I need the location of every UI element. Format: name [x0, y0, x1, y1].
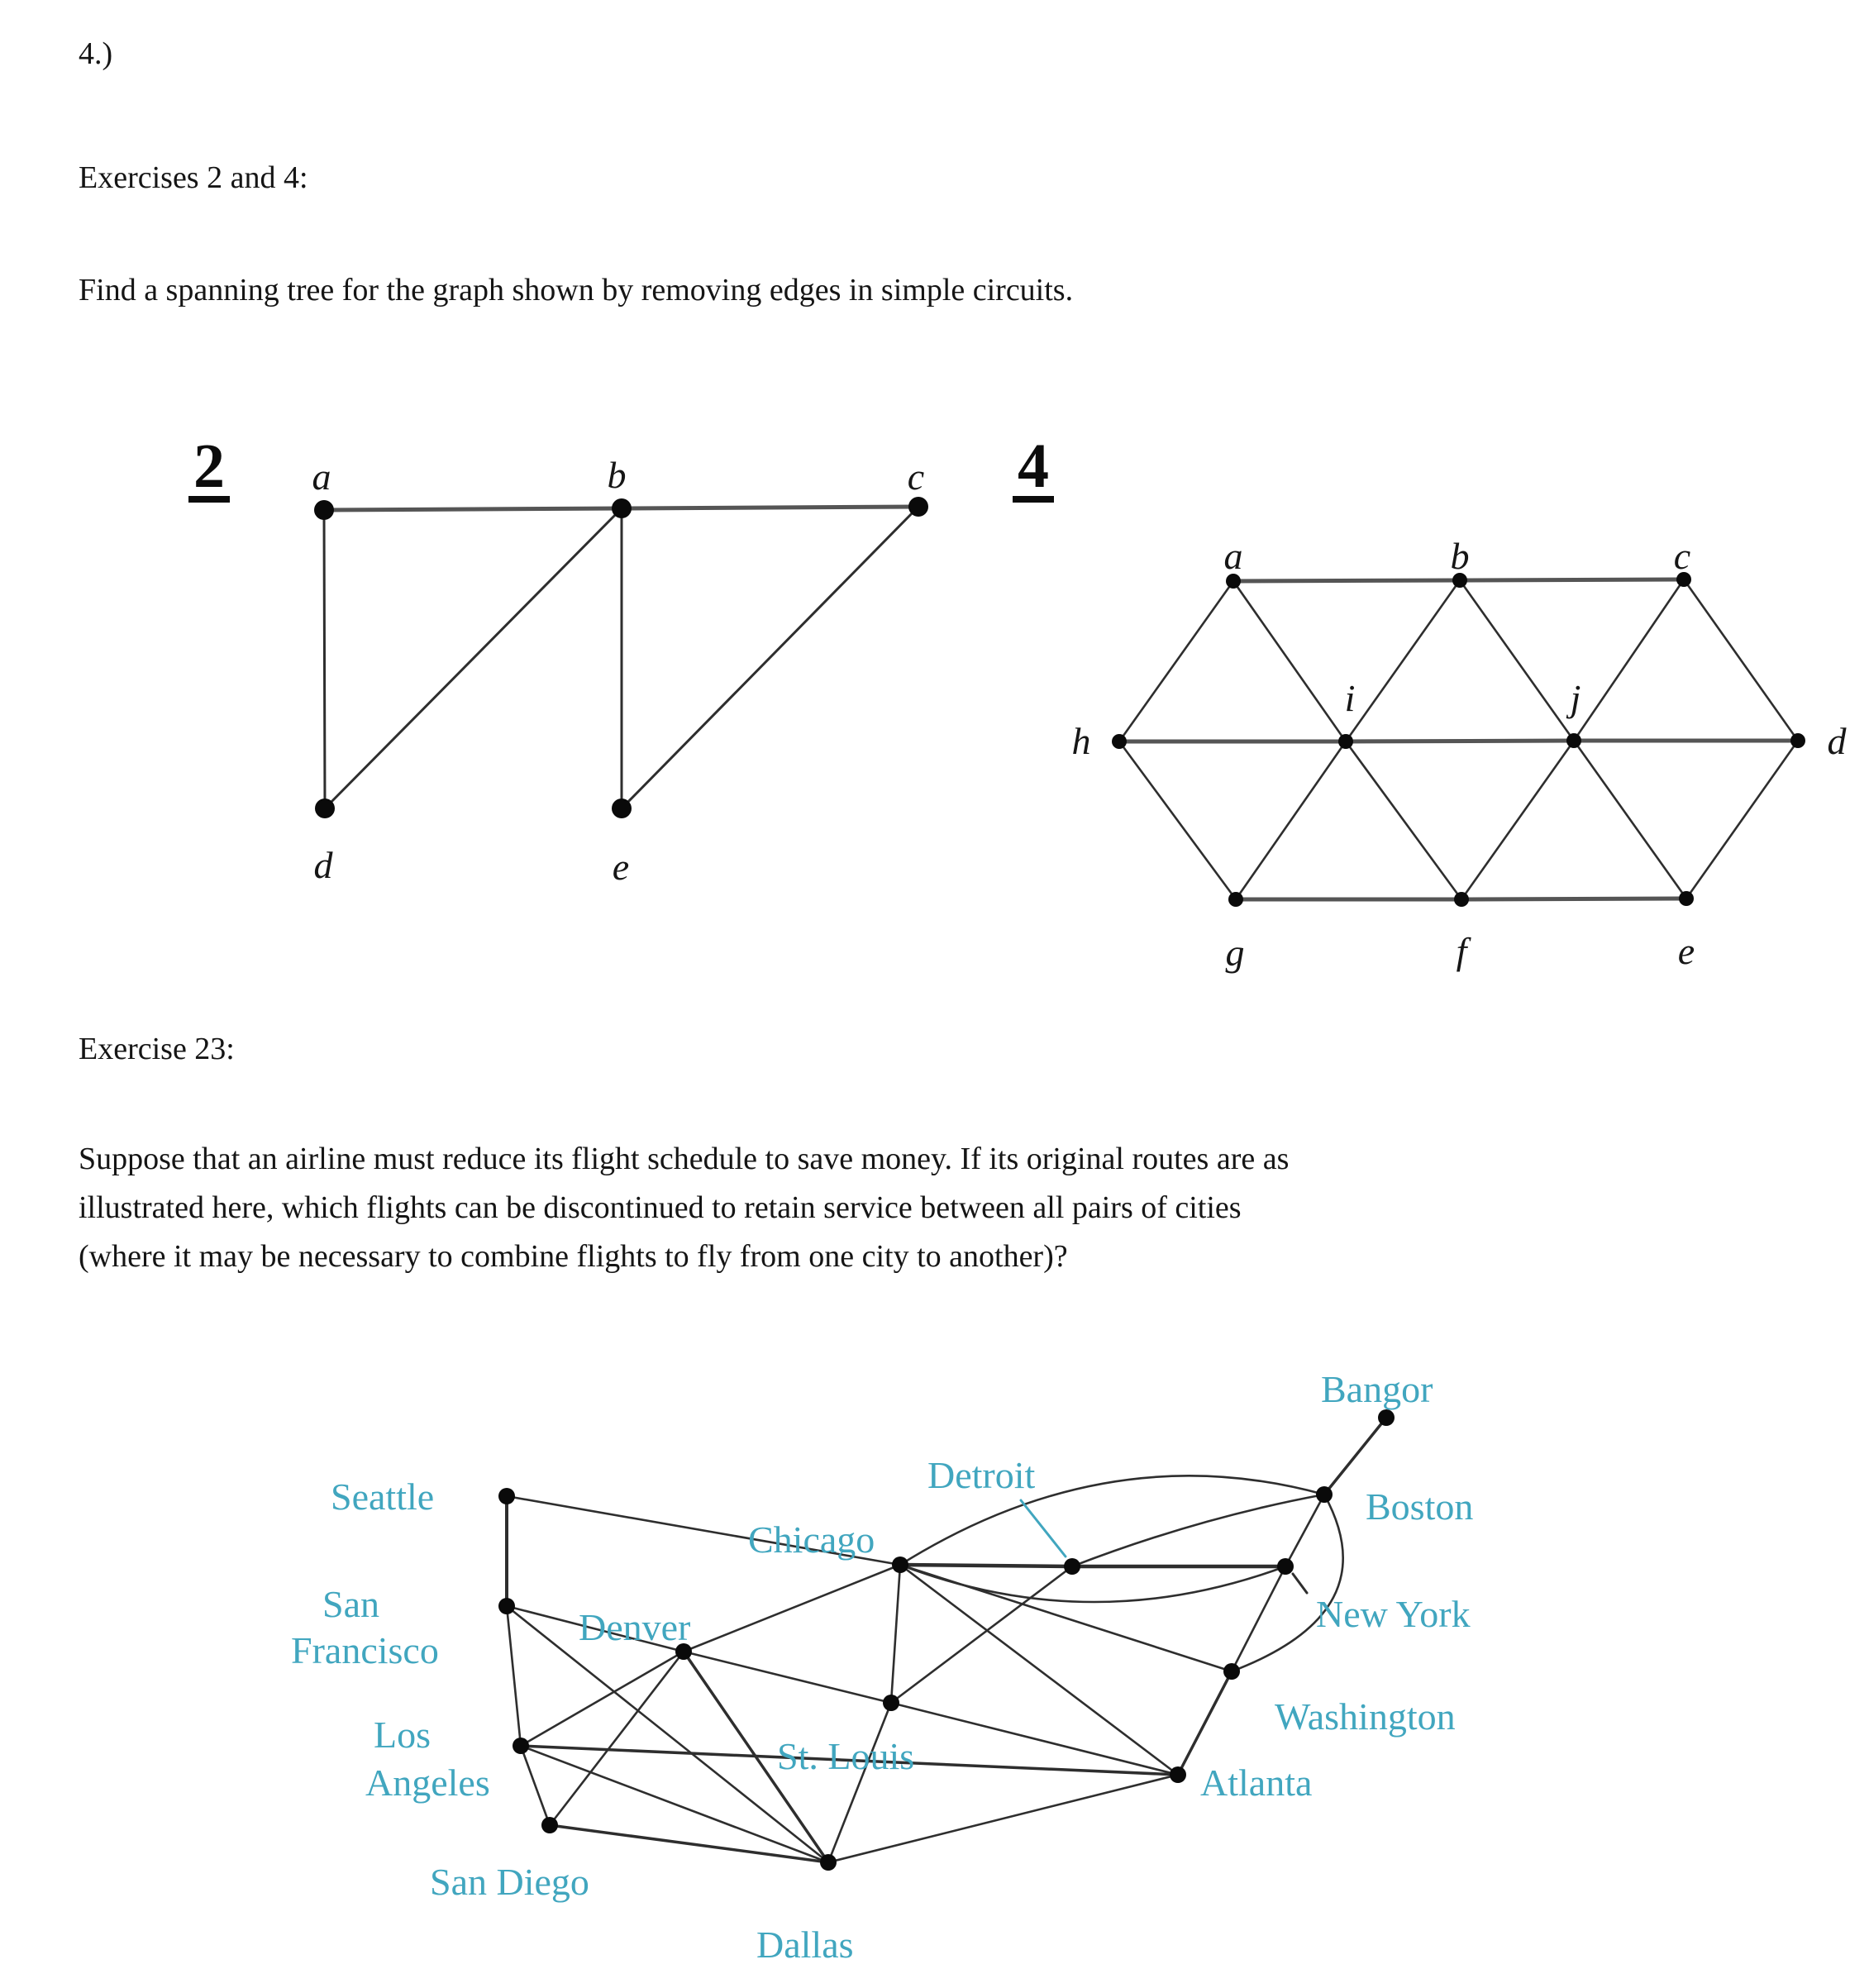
figure2-node-d: [315, 799, 335, 818]
figure4-label-d: d: [1827, 720, 1847, 762]
exercise23-paragraph: [79, 1141, 1289, 1287]
figure4-label-j: j: [1570, 677, 1581, 719]
city-node-detroit: [1064, 1558, 1080, 1575]
figure4-edge-h-g: [1119, 741, 1236, 899]
city-node-los_angeles: [513, 1738, 529, 1754]
city-label-denver: Denver: [579, 1606, 691, 1648]
figure4-label-e: e: [1677, 930, 1695, 972]
city-label-boston: Boston: [1366, 1485, 1474, 1528]
figure2-edge-c-e: [622, 507, 918, 808]
city-edge-chicago-atlanta: [900, 1565, 1178, 1775]
figure4-label-i: i: [1344, 677, 1356, 719]
city-label-st_louis: St. Louis: [777, 1735, 915, 1777]
figure4-edge-a-b: [1233, 580, 1460, 581]
city-node-bangor: [1378, 1409, 1395, 1426]
figure4-node-h: [1112, 734, 1127, 749]
exercise23-line: Suppose that an airline must reduce its flight schedule to save money. If its original routes are as: [79, 1142, 1290, 1176]
figure4-edge-i-f: [1346, 741, 1461, 899]
city-label-los_angeles: Los: [374, 1714, 431, 1756]
figure2-node-a: [314, 500, 334, 520]
figure4-edge-c-d: [1684, 579, 1798, 741]
city-edge-st_louis-dallas: [828, 1703, 891, 1862]
figure4-label-a: a: [1223, 535, 1243, 577]
figure2-label-e: e: [612, 846, 630, 888]
figure4-edge-c-j: [1574, 579, 1684, 741]
item-number: 4.): [79, 36, 113, 71]
city-label-detroit: Detroit: [927, 1454, 1036, 1496]
city-edge-chicago-detroit: [900, 1565, 1072, 1566]
figure2-node-c: [908, 497, 928, 517]
city-node-seattle: [498, 1488, 515, 1504]
city-node-new_york: [1277, 1558, 1294, 1575]
city-node-boston: [1316, 1486, 1333, 1503]
city-node-washington: [1223, 1663, 1240, 1680]
city-label-san_francisco: Francisco: [291, 1629, 439, 1671]
city-edge-detroit-boston: [1072, 1495, 1324, 1566]
city-node-chicago: [892, 1557, 908, 1573]
figure4-label-h: h: [1071, 720, 1091, 762]
city-node-san_diego: [541, 1817, 558, 1833]
city-label-new_york: New York: [1316, 1593, 1471, 1635]
figure2-number-label: 2: [188, 436, 230, 503]
city-edge-detroit-st_louis: [891, 1566, 1072, 1703]
figure4-edge-f-j: [1461, 741, 1574, 899]
city-label-chicago: Chicago: [748, 1518, 875, 1561]
city-label-san_diego: San Diego: [430, 1861, 589, 1903]
figure4-number-label: 4: [1013, 436, 1054, 503]
figure4-edge-g-i: [1236, 741, 1346, 899]
instruction-text: Find a spanning tree for the graph shown by removing edges in simple circuits.: [79, 273, 1074, 307]
city-edge-chicago-new_york: [900, 1565, 1285, 1602]
city-edge-san_diego-dallas: [550, 1825, 828, 1862]
new-york-label-tick: [1293, 1574, 1307, 1593]
city-edge-new_york-boston: [1285, 1495, 1324, 1566]
figure2-label-c: c: [907, 455, 925, 498]
figure4-edge-a-h: [1119, 581, 1233, 741]
city-label-san_francisco: San: [322, 1583, 379, 1625]
figure4-edge-b-i: [1346, 580, 1460, 741]
exercises-heading: Exercises 2 and 4:: [79, 160, 308, 195]
figure4-label-c: c: [1673, 535, 1691, 577]
city-node-dallas: [820, 1854, 837, 1871]
figure2-edge-a-d: [324, 510, 325, 808]
figure4-edge-j-e: [1574, 741, 1686, 899]
city-edge-denver-chicago: [684, 1565, 900, 1652]
exercise23-line: illustrated here, which flights can be discontinued to retain service between all pairs of cities: [79, 1190, 1242, 1225]
figure4-edge-b-j: [1460, 580, 1574, 741]
city-edge-san_francisco-los_angeles: [507, 1606, 521, 1746]
figure4-edge-a-i: [1233, 581, 1346, 741]
city-edge-boston-bangor: [1324, 1418, 1386, 1495]
city-edge-chicago-st_louis: [891, 1565, 900, 1703]
figure4-node-i: [1338, 734, 1353, 749]
figure4-edge-e-d: [1686, 741, 1798, 899]
exercise23-heading: Exercise 23:: [79, 1032, 235, 1066]
city-label-seattle: Seattle: [331, 1476, 435, 1518]
figure2-edge-b-d: [325, 508, 622, 808]
city-node-atlanta: [1170, 1766, 1186, 1783]
figure2-edge-a-b: [324, 508, 622, 510]
figure4-edge-b-c: [1460, 579, 1684, 580]
figure2-node-b: [612, 498, 632, 518]
figure2-label-b: b: [607, 454, 627, 496]
city-edge-dallas-atlanta: [828, 1775, 1178, 1862]
figure2-label-a: a: [312, 455, 331, 498]
city-edge-los_angeles-san_diego: [521, 1746, 550, 1825]
city-label-los_angeles: Angeles: [365, 1762, 490, 1804]
city-label-dallas: Dallas: [756, 1924, 854, 1966]
figure4-node-e: [1679, 891, 1694, 906]
figure4-label-f: f: [1456, 930, 1467, 972]
city-edge-washington-boston: [1232, 1495, 1343, 1671]
city-node-st_louis: [883, 1695, 899, 1711]
figure2-edge-b-c: [622, 507, 918, 508]
figure2-node-e: [612, 799, 632, 818]
figure4-node-f: [1454, 892, 1469, 907]
detroit-label-pointer: [1021, 1500, 1066, 1557]
city-node-san_francisco: [498, 1598, 515, 1614]
figure4-node-g: [1228, 892, 1243, 907]
city-label-atlanta: Atlanta: [1200, 1762, 1313, 1804]
figure4-node-d: [1790, 733, 1805, 748]
exercise23-line: (where it may be necessary to combine flights to fly from one city to another)?: [79, 1239, 1068, 1274]
figure4-node-j: [1566, 733, 1581, 748]
figure2-label-d: d: [313, 844, 333, 886]
city-edge-atlanta-washington: [1178, 1671, 1232, 1775]
figure4-label-b: b: [1450, 535, 1470, 577]
city-label-bangor: Bangor: [1321, 1368, 1433, 1410]
city-edge-los_angeles-denver: [521, 1652, 684, 1746]
figure4-label-g: g: [1225, 932, 1245, 974]
city-label-washington: Washington: [1275, 1695, 1456, 1738]
